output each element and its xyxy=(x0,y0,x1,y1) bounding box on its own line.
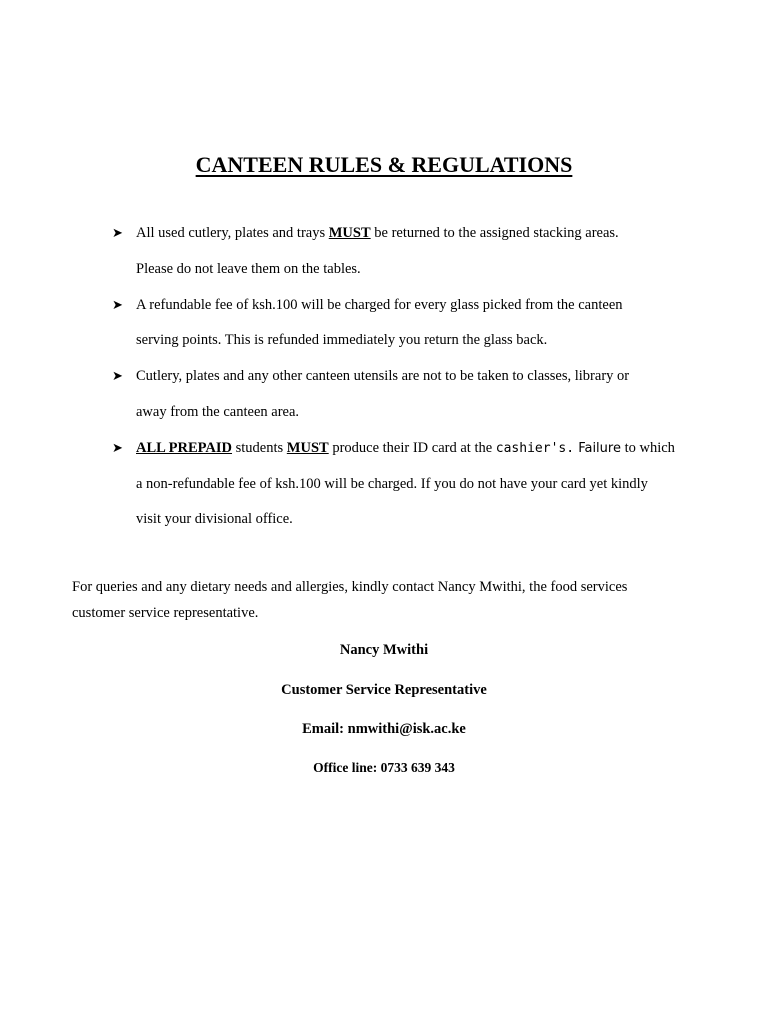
rule-line: A refundable fee of ksh.100 will be charged for every glass picked from the canteen xyxy=(136,296,623,313)
rule-line: ALL PREPAID students MUST produce their ID card at the cashier's. Failure to which xyxy=(136,439,675,456)
rule-item xyxy=(112,216,712,288)
rule-line: All used cutlery, plates and trays MUST be returned to the assigned stacking areas. xyxy=(136,225,619,241)
arrowhead-right-icon: ➤ xyxy=(112,226,123,241)
rule-item xyxy=(112,288,712,360)
rule-item xyxy=(112,359,712,431)
rule-line: away from the canteen area. xyxy=(136,403,300,420)
rule-line: serving points. This is refunded immediately you return the glass back. xyxy=(136,332,548,349)
contact-role: Customer Service Representative xyxy=(281,682,487,698)
queries-paragraph: For queries and any dietary needs and allergies, kindly contact Nancy Mwithi, the food services customer service representative. xyxy=(72,579,628,621)
rules-list xyxy=(112,216,712,538)
arrowhead-right-icon: ➤ xyxy=(112,369,123,385)
emphasis-all-prepaid: ALL PREPAID xyxy=(136,439,233,456)
contact-email: Email: nmwithi@isk.ac.ke xyxy=(302,721,466,737)
arrowhead-right-icon: ➤ xyxy=(112,440,123,456)
arrowhead-right-icon: ➤ xyxy=(112,297,123,313)
rule-item xyxy=(112,431,712,538)
contact-name: Nancy Mwithi xyxy=(339,642,429,658)
rule-line: Please do not leave them on the tables. xyxy=(136,260,361,277)
emphasis-must: MUST xyxy=(328,225,371,241)
rule-line: a non-refundable fee of ksh.100 will be charged. If you do not have your card yet kindly xyxy=(136,475,648,492)
rule-line: visit your divisional office. xyxy=(136,511,293,528)
page-title: CANTEEN RULES & REGULATIONS xyxy=(195,152,573,177)
rule-line: Cutlery, plates and any other canteen utensils are not to be taken to classes, library or xyxy=(136,368,630,385)
emphasis-must: MUST xyxy=(286,439,329,456)
contact-phone: Office line: 0733 639 343 xyxy=(313,760,455,775)
